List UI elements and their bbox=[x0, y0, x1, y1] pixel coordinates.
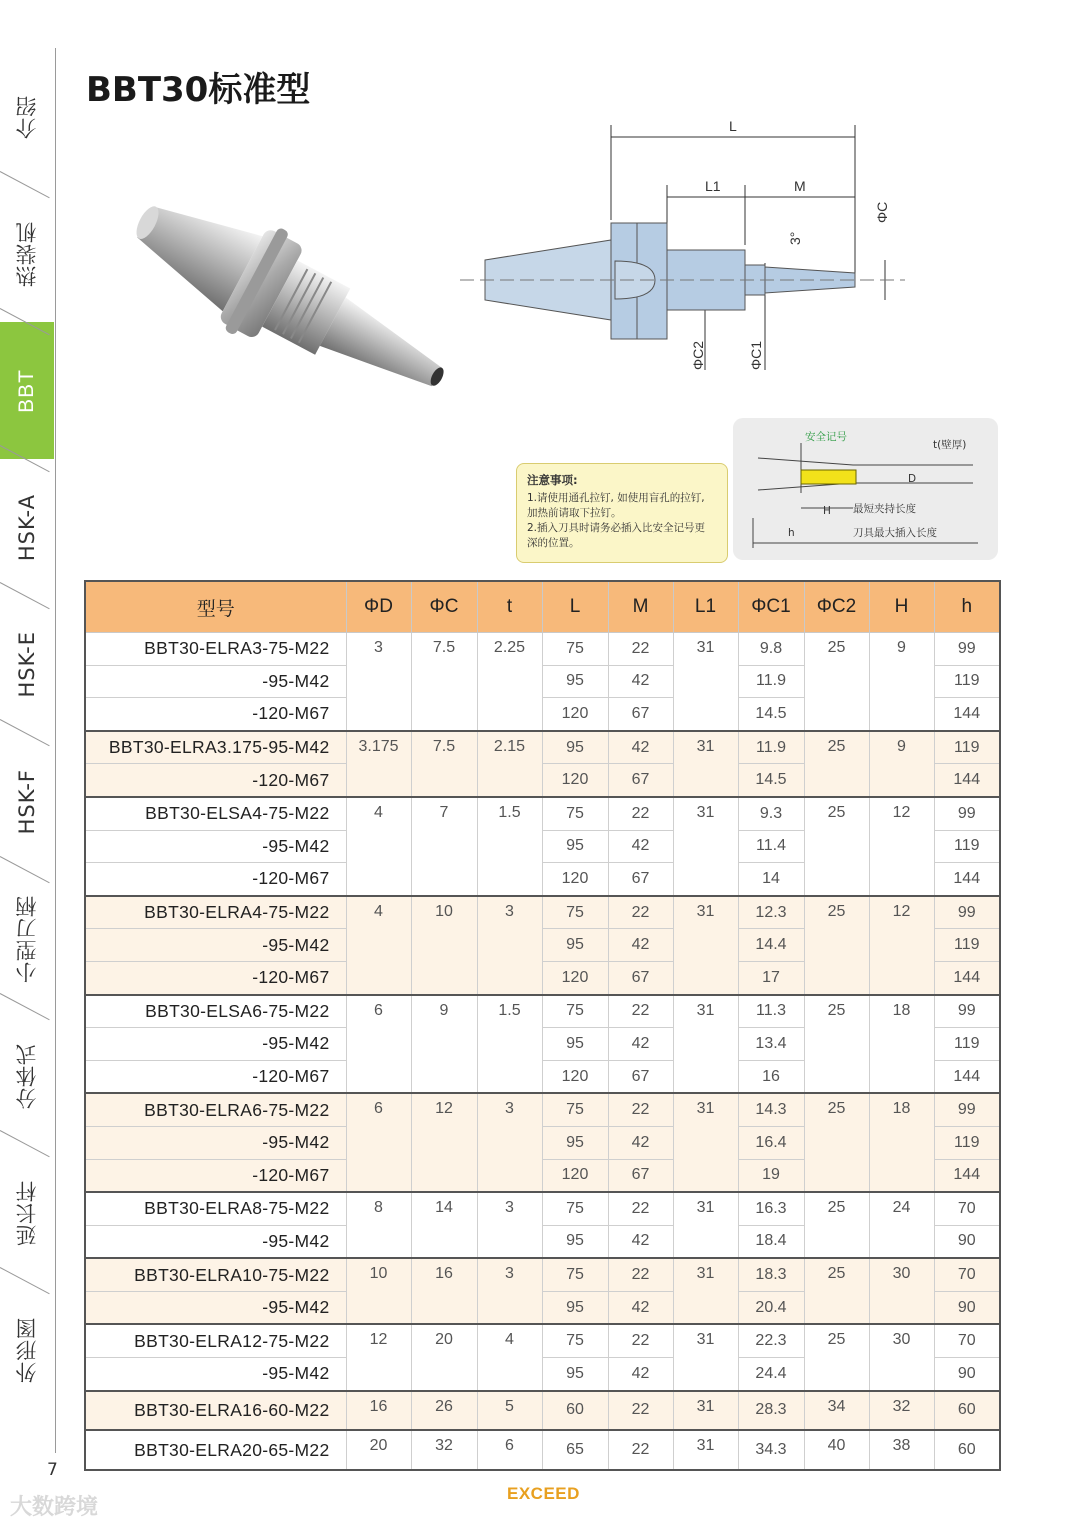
notice-line: 加热前请取下拉钉。 bbox=[527, 507, 622, 519]
cell-M: 67 bbox=[608, 1060, 673, 1093]
cell-C1: 9.8 bbox=[738, 633, 804, 666]
cell-h: 90 bbox=[934, 1291, 1000, 1324]
cell-C: 9 bbox=[411, 995, 477, 1094]
cell-D: 12 bbox=[346, 1324, 411, 1390]
model-cell: BBT30-ELRA10-75-M22 bbox=[85, 1258, 346, 1291]
sidebar-tab-label: HSK-E bbox=[15, 631, 39, 698]
cell-h: 70 bbox=[934, 1258, 1000, 1291]
cell-t: 1.5 bbox=[477, 995, 542, 1094]
cell-L1: 31 bbox=[673, 896, 738, 995]
cell-D: 10 bbox=[346, 1258, 411, 1324]
cell-h: 70 bbox=[934, 1192, 1000, 1225]
notice-title: 注意事项: bbox=[527, 473, 578, 487]
column-header: H bbox=[869, 581, 934, 633]
cell-C1: 19 bbox=[738, 1159, 804, 1192]
table-row bbox=[85, 896, 1000, 929]
sidebar-tab[interactable] bbox=[0, 185, 54, 322]
notice-line: 2.插入刀具时请务必插入比安全记号更 bbox=[527, 522, 706, 534]
cell-C1: 18.3 bbox=[738, 1258, 804, 1291]
cell-C1: 14.3 bbox=[738, 1093, 804, 1126]
cell-L: 75 bbox=[542, 797, 608, 830]
model-cell: BBT30-ELRA6-75-M22 bbox=[85, 1093, 346, 1126]
cell-C: 7.5 bbox=[411, 633, 477, 731]
sidebar-tab-label: 延长杆 bbox=[15, 1179, 39, 1246]
table-header-row bbox=[85, 581, 1000, 633]
min-clamp-label: 最短夹持长度 bbox=[853, 503, 916, 515]
cell-L: 95 bbox=[542, 1225, 608, 1258]
model-cell: -95-M42 bbox=[85, 830, 346, 863]
cell-C2: 25 bbox=[804, 1258, 869, 1324]
model-cell: BBT30-ELRA3-75-M22 bbox=[85, 633, 346, 666]
cell-h: 90 bbox=[934, 1358, 1000, 1391]
column-header: L1 bbox=[673, 581, 738, 633]
cell-h: 144 bbox=[934, 698, 1000, 731]
tool-holder-photo bbox=[108, 185, 498, 455]
watermark: 大数跨境 bbox=[10, 1495, 99, 1520]
table-row bbox=[85, 1391, 1000, 1431]
model-cell: -120-M67 bbox=[85, 698, 346, 731]
cell-L: 75 bbox=[542, 995, 608, 1028]
cell-h: 119 bbox=[934, 1126, 1000, 1159]
cell-M: 42 bbox=[608, 1028, 673, 1061]
cell-M: 42 bbox=[608, 929, 673, 962]
cell-L: 95 bbox=[542, 1126, 608, 1159]
cell-h: 144 bbox=[934, 961, 1000, 994]
cell-C2: 25 bbox=[804, 797, 869, 896]
cell-h: 90 bbox=[934, 1225, 1000, 1258]
cell-M: 22 bbox=[608, 1093, 673, 1126]
cell-M: 67 bbox=[608, 764, 673, 797]
sidebar-tab[interactable] bbox=[0, 1007, 54, 1144]
cell-M: 67 bbox=[608, 1159, 673, 1192]
cell-C: 7.5 bbox=[411, 731, 477, 797]
cell-t: 4 bbox=[477, 1324, 542, 1390]
cell-h: 119 bbox=[934, 1028, 1000, 1061]
sidebar-nav bbox=[0, 48, 56, 1458]
cell-h: 99 bbox=[934, 896, 1000, 929]
dim-L: L bbox=[729, 118, 737, 134]
model-cell: BBT30-ELRA20-65-M22 bbox=[85, 1430, 346, 1470]
table-row bbox=[85, 1093, 1000, 1126]
model-cell: BBT30-ELRA16-60-M22 bbox=[85, 1391, 346, 1431]
table-row bbox=[85, 731, 1000, 764]
dim-phiC: ΦC bbox=[874, 201, 890, 223]
cell-L: 95 bbox=[542, 830, 608, 863]
dim-L1: L1 bbox=[705, 178, 721, 194]
cell-H: 9 bbox=[869, 633, 934, 731]
cell-L1: 31 bbox=[673, 1430, 738, 1470]
cell-C1: 22.3 bbox=[738, 1324, 804, 1357]
cell-C1: 18.4 bbox=[738, 1225, 804, 1258]
notice-line: 深的位置。 bbox=[527, 537, 580, 549]
model-cell: -120-M67 bbox=[85, 764, 346, 797]
cell-C: 10 bbox=[411, 896, 477, 995]
cell-M: 42 bbox=[608, 665, 673, 698]
cell-h: 60 bbox=[934, 1391, 1000, 1431]
cell-h: 144 bbox=[934, 764, 1000, 797]
cell-h: 144 bbox=[934, 1159, 1000, 1192]
cell-M: 22 bbox=[608, 896, 673, 929]
cell-L: 75 bbox=[542, 896, 608, 929]
cell-L: 120 bbox=[542, 863, 608, 896]
cell-C1: 16 bbox=[738, 1060, 804, 1093]
cell-h: 60 bbox=[934, 1430, 1000, 1470]
model-cell: BBT30-ELRA3.175-95-M42 bbox=[85, 731, 346, 764]
cell-h: 119 bbox=[934, 929, 1000, 962]
model-cell: -95-M42 bbox=[85, 1225, 346, 1258]
h-label: h bbox=[788, 527, 795, 539]
table-row bbox=[85, 1258, 1000, 1291]
cell-M: 22 bbox=[608, 995, 673, 1028]
sidebar-tab[interactable] bbox=[0, 459, 54, 596]
cell-H: 32 bbox=[869, 1391, 934, 1431]
cell-D: 16 bbox=[346, 1391, 411, 1431]
column-header: ΦC bbox=[411, 581, 477, 633]
dim-M: M bbox=[794, 178, 806, 194]
cell-C: 20 bbox=[411, 1324, 477, 1390]
cell-M: 22 bbox=[608, 797, 673, 830]
cell-C1: 12.3 bbox=[738, 896, 804, 929]
cell-C2: 25 bbox=[804, 1324, 869, 1390]
cell-C2: 25 bbox=[804, 896, 869, 995]
cell-M: 67 bbox=[608, 698, 673, 731]
table-row bbox=[85, 1192, 1000, 1225]
cell-h: 99 bbox=[934, 995, 1000, 1028]
cell-C: 14 bbox=[411, 1192, 477, 1258]
cell-M: 67 bbox=[608, 961, 673, 994]
table-row bbox=[85, 995, 1000, 1028]
model-cell: -95-M42 bbox=[85, 1126, 346, 1159]
cell-C: 16 bbox=[411, 1258, 477, 1324]
cell-H: 12 bbox=[869, 896, 934, 995]
cell-L1: 31 bbox=[673, 1258, 738, 1324]
cell-L: 75 bbox=[542, 1192, 608, 1225]
cell-M: 22 bbox=[608, 1192, 673, 1225]
cell-t: 1.5 bbox=[477, 797, 542, 896]
cell-C1: 14 bbox=[738, 863, 804, 896]
cell-M: 22 bbox=[608, 1324, 673, 1357]
cell-D: 6 bbox=[346, 995, 411, 1094]
sidebar-tab-label: HSK-A bbox=[15, 493, 39, 562]
cell-h: 119 bbox=[934, 665, 1000, 698]
table-row bbox=[85, 633, 1000, 666]
sidebar-tab[interactable] bbox=[0, 870, 54, 1007]
cell-C1: 11.9 bbox=[738, 731, 804, 764]
cell-t: 3 bbox=[477, 1093, 542, 1192]
cell-h: 119 bbox=[934, 830, 1000, 863]
cell-M: 42 bbox=[608, 1126, 673, 1159]
cell-M: 42 bbox=[608, 731, 673, 764]
cell-C2: 25 bbox=[804, 1093, 869, 1192]
sidebar-divider bbox=[55, 48, 56, 1453]
cell-D: 8 bbox=[346, 1192, 411, 1258]
cell-L: 75 bbox=[542, 633, 608, 666]
cell-L1: 31 bbox=[673, 1093, 738, 1192]
cell-h: 99 bbox=[934, 1093, 1000, 1126]
column-header: ΦC2 bbox=[804, 581, 869, 633]
safety-mark-label: 安全记号 bbox=[805, 431, 847, 443]
cell-L1: 31 bbox=[673, 1324, 738, 1390]
table-row bbox=[85, 1430, 1000, 1470]
cell-C: 7 bbox=[411, 797, 477, 896]
cell-H: 9 bbox=[869, 731, 934, 797]
cell-L: 75 bbox=[542, 1324, 608, 1357]
cell-M: 22 bbox=[608, 1391, 673, 1431]
H-label: H bbox=[823, 505, 831, 517]
cell-L1: 31 bbox=[673, 1391, 738, 1431]
sidebar-tab-label: 分体式 bbox=[15, 1042, 39, 1109]
cell-L: 120 bbox=[542, 764, 608, 797]
cell-L: 95 bbox=[542, 665, 608, 698]
dim-phiC2: ΦC2 bbox=[690, 340, 706, 370]
cell-C1: 24.4 bbox=[738, 1358, 804, 1391]
model-cell: -120-M67 bbox=[85, 863, 346, 896]
cell-M: 42 bbox=[608, 1291, 673, 1324]
page-number: 7 bbox=[47, 1460, 58, 1480]
model-cell: -120-M67 bbox=[85, 961, 346, 994]
dim-angle: 3° bbox=[787, 231, 803, 245]
sidebar-tab-label: 热装机 bbox=[15, 220, 39, 287]
cell-t: 2.25 bbox=[477, 633, 542, 731]
column-header: ΦD bbox=[346, 581, 411, 633]
cell-h: 99 bbox=[934, 633, 1000, 666]
column-header: L bbox=[542, 581, 608, 633]
model-cell: -120-M67 bbox=[85, 1159, 346, 1192]
model-cell: -95-M42 bbox=[85, 665, 346, 698]
cell-C1: 28.3 bbox=[738, 1391, 804, 1431]
cell-L1: 31 bbox=[673, 731, 738, 797]
cell-C1: 34.3 bbox=[738, 1430, 804, 1470]
sidebar-tab[interactable] bbox=[0, 733, 54, 870]
cell-L: 75 bbox=[542, 1258, 608, 1291]
wall-thickness-label: t(壁厚) bbox=[933, 439, 967, 451]
cell-M: 22 bbox=[608, 1258, 673, 1291]
cell-M: 22 bbox=[608, 1430, 673, 1470]
brand-logo: EXCEED bbox=[507, 1484, 580, 1503]
cell-H: 30 bbox=[869, 1324, 934, 1390]
cell-t: 2.15 bbox=[477, 731, 542, 797]
cell-C2: 34 bbox=[804, 1391, 869, 1431]
cell-L: 95 bbox=[542, 1291, 608, 1324]
cell-C1: 11.4 bbox=[738, 830, 804, 863]
dimension-drawing bbox=[455, 115, 915, 375]
model-cell: -120-M67 bbox=[85, 1060, 346, 1093]
cell-L: 75 bbox=[542, 1093, 608, 1126]
column-header: 型号 bbox=[85, 581, 346, 633]
cell-D: 3 bbox=[346, 633, 411, 731]
column-header: t bbox=[477, 581, 542, 633]
cell-D: 6 bbox=[346, 1093, 411, 1192]
model-cell: BBT30-ELRA8-75-M22 bbox=[85, 1192, 346, 1225]
cell-M: 42 bbox=[608, 1358, 673, 1391]
cell-L: 120 bbox=[542, 1159, 608, 1192]
cell-L: 95 bbox=[542, 1028, 608, 1061]
sidebar-tab-label: 小型刀柄 bbox=[15, 894, 39, 983]
cell-C2: 40 bbox=[804, 1430, 869, 1470]
cell-h: 144 bbox=[934, 863, 1000, 896]
table-row bbox=[85, 797, 1000, 830]
sidebar-tab-label: 外形图 bbox=[15, 1316, 39, 1383]
column-header: h bbox=[934, 581, 1000, 633]
cell-C1: 14.5 bbox=[738, 698, 804, 731]
sidebar-tab[interactable] bbox=[0, 1144, 54, 1281]
insert-detail-panel bbox=[733, 418, 998, 560]
cell-C1: 13.4 bbox=[738, 1028, 804, 1061]
sidebar-tab[interactable] bbox=[0, 48, 54, 185]
cell-t: 3 bbox=[477, 1258, 542, 1324]
cell-L: 95 bbox=[542, 731, 608, 764]
notice-line: 1.请使用通孔拉钉, 如使用盲孔的拉钉, bbox=[527, 492, 705, 504]
cell-h: 119 bbox=[934, 731, 1000, 764]
cell-C: 12 bbox=[411, 1093, 477, 1192]
cell-C2: 25 bbox=[804, 633, 869, 731]
dim-phiC1: ΦC1 bbox=[748, 340, 764, 370]
cell-D: 20 bbox=[346, 1430, 411, 1470]
model-cell: BBT30-ELSA4-75-M22 bbox=[85, 797, 346, 830]
cell-L1: 31 bbox=[673, 633, 738, 731]
table-row bbox=[85, 1324, 1000, 1357]
model-cell: -95-M42 bbox=[85, 1291, 346, 1324]
cell-M: 67 bbox=[608, 863, 673, 896]
cell-t: 3 bbox=[477, 896, 542, 995]
cell-L1: 31 bbox=[673, 1192, 738, 1258]
cell-D: 4 bbox=[346, 896, 411, 995]
cell-L: 95 bbox=[542, 1358, 608, 1391]
cell-L1: 31 bbox=[673, 995, 738, 1094]
sidebar-tab[interactable] bbox=[0, 596, 54, 733]
sidebar-tab-label: 介绍 bbox=[15, 94, 39, 139]
cell-L: 120 bbox=[542, 698, 608, 731]
model-cell: -95-M42 bbox=[85, 1358, 346, 1391]
cell-H: 18 bbox=[869, 995, 934, 1094]
cell-C2: 25 bbox=[804, 731, 869, 797]
cell-M: 42 bbox=[608, 830, 673, 863]
spec-table bbox=[84, 580, 1001, 1471]
sidebar-tab[interactable] bbox=[0, 322, 54, 459]
model-cell: BBT30-ELRA4-75-M22 bbox=[85, 896, 346, 929]
cell-H: 18 bbox=[869, 1093, 934, 1192]
cell-L: 95 bbox=[542, 929, 608, 962]
notice-box bbox=[516, 463, 728, 563]
cell-L: 60 bbox=[542, 1391, 608, 1431]
cell-C2: 25 bbox=[804, 995, 869, 1094]
cell-C2: 25 bbox=[804, 1192, 869, 1258]
cell-C: 32 bbox=[411, 1430, 477, 1470]
cell-C1: 11.9 bbox=[738, 665, 804, 698]
cell-H: 12 bbox=[869, 797, 934, 896]
cell-C1: 14.4 bbox=[738, 929, 804, 962]
cell-L: 120 bbox=[542, 961, 608, 994]
cell-M: 42 bbox=[608, 1225, 673, 1258]
model-cell: -95-M42 bbox=[85, 929, 346, 962]
cell-L: 65 bbox=[542, 1430, 608, 1470]
cell-D: 3.175 bbox=[346, 731, 411, 797]
D-label: D bbox=[908, 473, 917, 485]
cell-C1: 17 bbox=[738, 961, 804, 994]
cell-L: 120 bbox=[542, 1060, 608, 1093]
column-header: M bbox=[608, 581, 673, 633]
cell-C1: 14.5 bbox=[738, 764, 804, 797]
cell-C: 26 bbox=[411, 1391, 477, 1431]
cell-C1: 11.3 bbox=[738, 995, 804, 1028]
max-insert-label: 刀具最大插入长度 bbox=[853, 527, 937, 539]
column-header: ΦC1 bbox=[738, 581, 804, 633]
cell-C1: 20.4 bbox=[738, 1291, 804, 1324]
cell-L1: 31 bbox=[673, 797, 738, 896]
model-cell: BBT30-ELSA6-75-M22 bbox=[85, 995, 346, 1028]
cell-t: 3 bbox=[477, 1192, 542, 1258]
cell-C1: 16.3 bbox=[738, 1192, 804, 1225]
sidebar-tab-label: HSK-F bbox=[15, 768, 39, 835]
cell-M: 22 bbox=[608, 633, 673, 666]
cell-D: 4 bbox=[346, 797, 411, 896]
cell-t: 5 bbox=[477, 1391, 542, 1431]
cell-h: 70 bbox=[934, 1324, 1000, 1357]
model-cell: BBT30-ELRA12-75-M22 bbox=[85, 1324, 346, 1357]
cell-h: 144 bbox=[934, 1060, 1000, 1093]
sidebar-tab-label: BBT bbox=[15, 368, 38, 413]
model-cell: -95-M42 bbox=[85, 1028, 346, 1061]
cell-H: 38 bbox=[869, 1430, 934, 1470]
cell-H: 30 bbox=[869, 1258, 934, 1324]
cell-H: 24 bbox=[869, 1192, 934, 1258]
cell-t: 6 bbox=[477, 1430, 542, 1470]
page-title: BBT30标准型 bbox=[86, 70, 311, 110]
sidebar-tab[interactable] bbox=[0, 1281, 54, 1418]
cell-C1: 16.4 bbox=[738, 1126, 804, 1159]
cell-h: 99 bbox=[934, 797, 1000, 830]
cell-C1: 9.3 bbox=[738, 797, 804, 830]
